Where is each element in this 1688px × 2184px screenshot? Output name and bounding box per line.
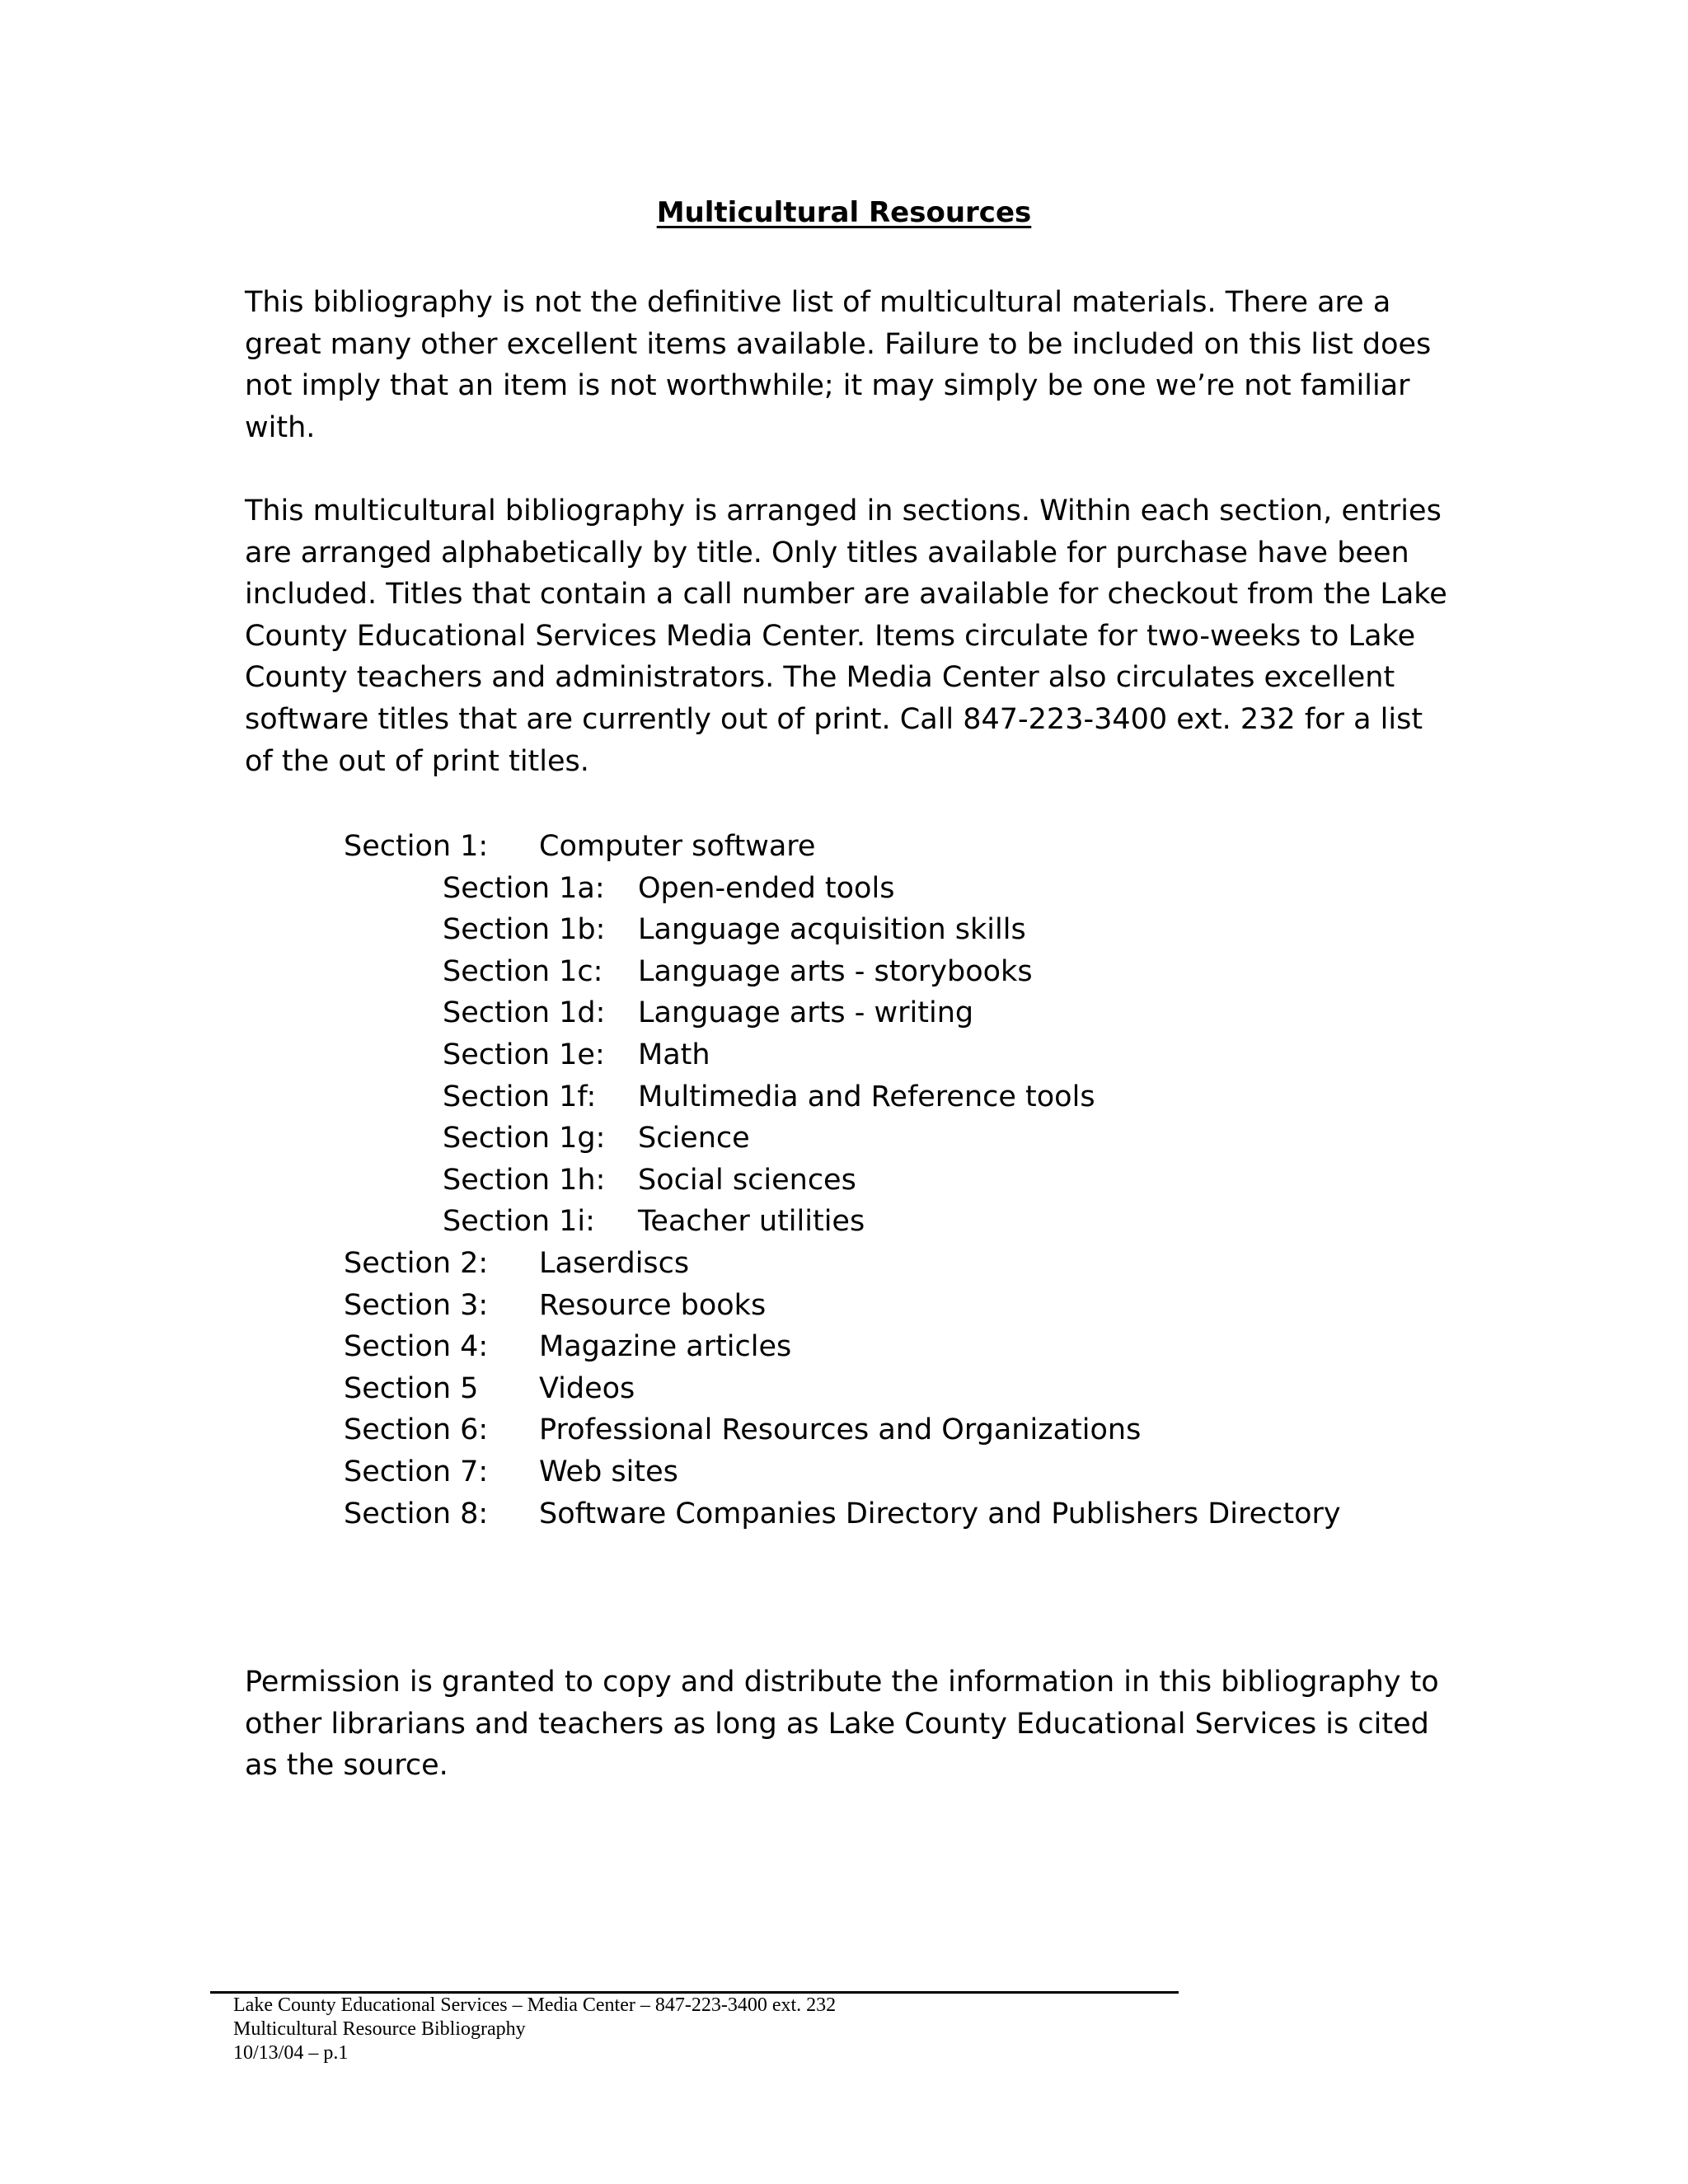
section-title: Language arts - writing xyxy=(638,996,974,1030)
section-title: Science xyxy=(638,1122,750,1155)
footer-document-name: Multicultural Resource Bibliography xyxy=(233,2018,526,2040)
section-label: Section 6: xyxy=(344,1413,489,1447)
section-label: Section 1i: xyxy=(443,1205,595,1239)
section-label: Section 3: xyxy=(344,1288,489,1322)
section-title: Open-ended tools xyxy=(638,871,895,905)
section-title: Language arts - storybooks xyxy=(638,954,1033,988)
section-title: Teacher utilities xyxy=(638,1205,865,1239)
section-label: Section 1b: xyxy=(443,913,606,947)
section-title: Professional Resources and Organizations xyxy=(539,1413,1142,1447)
section-title: Social sciences xyxy=(638,1163,856,1197)
intro-paragraph: This bibliography is not the definitive list of multicultural materials. There are a great many other excellent items available. Failure to be included on this list does not imply that an item is not worthwhile; it may simply be one we’re not familiar with. xyxy=(245,286,1432,444)
section-title: Math xyxy=(638,1038,710,1071)
page-title: Multicultural Resources xyxy=(656,196,1032,229)
section-title: Software Companies Directory and Publishers Directory xyxy=(539,1497,1341,1530)
section-title: Web sites xyxy=(539,1455,678,1488)
section-label: Section 8: xyxy=(344,1497,489,1530)
section-label: Section 1: xyxy=(344,830,489,863)
section-label: Section 1h: xyxy=(443,1163,606,1197)
permission-paragraph: Permission is granted to copy and distribute the information in this bibliography to other librarians and teachers as long as Lake County Educational Services is cited as the source. xyxy=(245,1666,1439,1783)
section-title: Laserdiscs xyxy=(539,1247,690,1280)
footer-date-page: 10/13/04 – p.1 xyxy=(233,2042,349,2064)
section-label: Section 7: xyxy=(344,1455,489,1488)
section-title: Magazine articles xyxy=(539,1330,792,1364)
section-title: Multimedia and Reference tools xyxy=(638,1080,1095,1113)
section-label: Section 2: xyxy=(344,1247,489,1280)
section-title: Computer software xyxy=(539,830,816,863)
section-label: Section 1c: xyxy=(443,954,603,988)
section-title: Language acquisition skills xyxy=(638,913,1026,947)
section-title: Resource books xyxy=(539,1288,767,1322)
section-label: Section 5 xyxy=(344,1371,479,1405)
section-title: Videos xyxy=(539,1371,635,1405)
section-label: Section 4: xyxy=(344,1330,489,1364)
section-label: Section 1a: xyxy=(443,871,605,905)
page-footer xyxy=(233,1994,836,2065)
section-label: Section 1g: xyxy=(443,1122,606,1155)
section-label: Section 1f: xyxy=(443,1080,597,1113)
section-label: Section 1d: xyxy=(443,996,606,1030)
arrangement-paragraph: This multicultural bibliography is arranged in sections. Within each section, entries are arranged alphabetically by title. Only titles available for purchase have been included. Titles that contain a call number are available for checkout from the Lake County Educational Services Media Center. Items circulate for two-weeks to Lake County teachers and administrators. The Media Center also circulates excellent software titles that are currently out of print. Call 847-223-3400 ext. 232 for a list of the out of print titles. xyxy=(245,494,1447,778)
footer-organization: Lake County Educational Services – Media Center – 847-223-3400 ext. 232 xyxy=(233,1994,837,2016)
section-label: Section 1e: xyxy=(443,1038,605,1071)
